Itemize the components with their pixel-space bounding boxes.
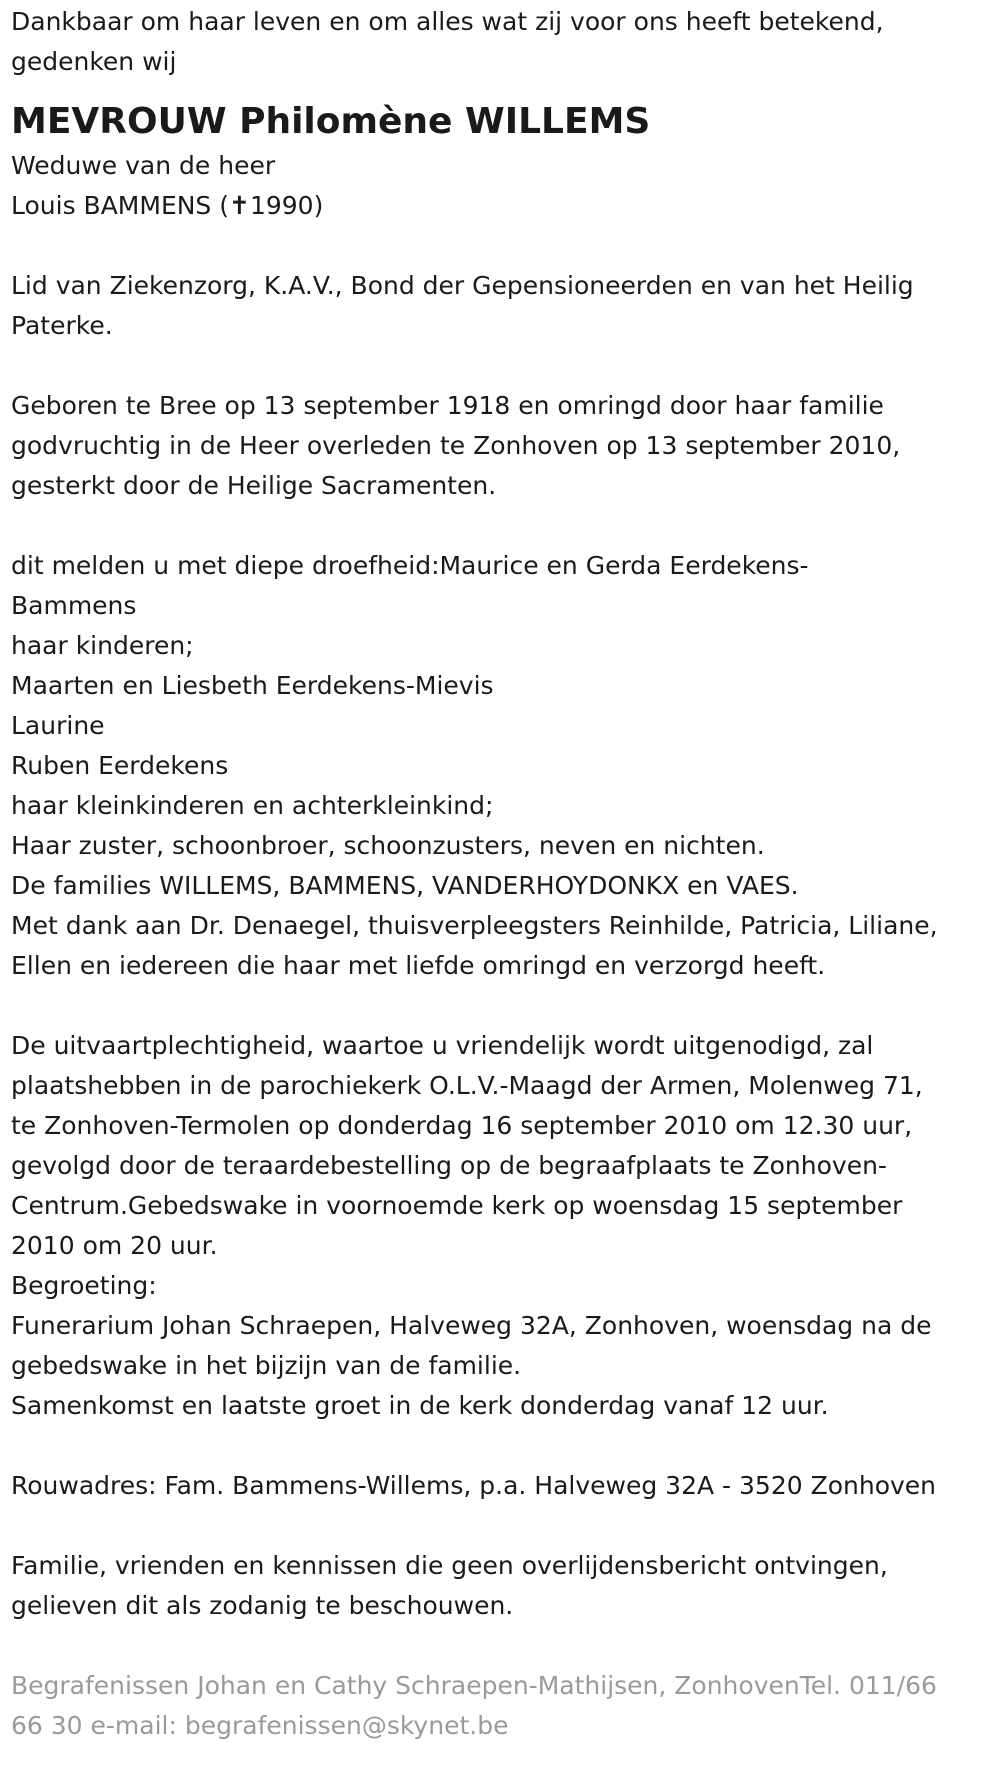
funeral-line: Samenkomst en laatste groet in de kerk donderdag vanaf 12 uur.: [11, 1391, 829, 1420]
funeral-line: gebedswake in het bijzijn van de familie.: [11, 1351, 522, 1380]
address-section: [11, 1466, 990, 1506]
family-line: haar kleinkinderen en achterkleinkind;: [11, 791, 494, 820]
intro-line: gedenken wij: [11, 47, 177, 76]
life-line: gesterkt door de Heilige Sacramenten.: [11, 471, 497, 500]
membership-line: Lid van Ziekenzorg, K.A.V., Bond der Gepensioneerden en van het Heilig: [11, 271, 914, 300]
family-line: De families WILLEMS, BAMMENS, VANDERHOYDONKX en VAES.: [11, 871, 799, 900]
funeral-line: Centrum.Gebedswake in voornoemde kerk op woensdag 15 september: [11, 1191, 903, 1220]
spacer: [11, 986, 990, 1026]
family-line: dit melden u met diepe droefheid:Maurice en Gerda Eerdekens-: [11, 551, 809, 580]
spacer: [11, 346, 990, 386]
funeral-line: te Zonhoven-Termolen op donderdag 16 september 2010 om 12.30 uur,: [11, 1111, 913, 1140]
funeral-line: Begroeting:: [11, 1271, 157, 1300]
spacer: [11, 226, 990, 266]
spacer: [11, 1506, 990, 1546]
funeral-line: 2010 om 20 uur.: [11, 1231, 218, 1260]
funeral-line: plaatshebben in de parochiekerk O.L.V.-Maagd der Armen, Molenweg 71,: [11, 1071, 923, 1100]
funeral-home-footer: [11, 1666, 990, 1746]
intro-section: [11, 2, 990, 82]
spouse-line: Weduwe van de heer: [11, 151, 276, 180]
life-line: godvruchtig in de Heer overleden te Zonhoven op 13 september 2010,: [11, 431, 901, 460]
funeral-line: Funerarium Johan Schraepen, Halveweg 32A, Zonhoven, woensdag na de: [11, 1311, 932, 1340]
intro-line: Dankbaar om haar leven en om alles wat zij voor ons heeft betekend,: [11, 7, 884, 36]
closing-line: Familie, vrienden en kennissen die geen overlijdensbericht ontvingen,: [11, 1551, 888, 1580]
spouse-section: [11, 146, 990, 226]
closing-section: [11, 1546, 990, 1626]
life-line: Geboren te Bree op 13 september 1918 en omringd door haar familie: [11, 391, 884, 420]
footer-line: Begrafenissen Johan en Cathy Schraepen-Mathijsen, ZonhovenTel. 011/66: [11, 1671, 937, 1700]
family-line: Laurine: [11, 711, 105, 740]
membership-section: [11, 266, 990, 346]
spacer: [11, 1426, 990, 1466]
family-line: Haar zuster, schoonbroer, schoonzusters, neven en nichten.: [11, 831, 765, 860]
spacer: [11, 506, 990, 546]
funeral-section: [11, 1026, 990, 1426]
funeral-line: De uitvaartplechtigheid, waartoe u vriendelijk wordt uitgenodigd, zal: [11, 1031, 874, 1060]
family-line: Ellen en iedereen die haar met liefde omringd en verzorgd heeft.: [11, 951, 826, 980]
membership-line: Paterke.: [11, 311, 113, 340]
closing-line: gelieven dit als zodanig te beschouwen.: [11, 1591, 514, 1620]
family-line: Met dank aan Dr. Denaegel, thuisverpleegsters Reinhilde, Patricia, Liliane,: [11, 911, 938, 940]
family-section: [11, 546, 990, 986]
funeral-line: gevolgd door de teraardebestelling op de begraafplaats te Zonhoven-: [11, 1151, 887, 1180]
life-section: [11, 386, 990, 506]
spouse-line: Louis BAMMENS (✝1990): [11, 191, 324, 220]
family-line: Bammens: [11, 591, 137, 620]
footer-line: 66 30 e-mail: begrafenissen@skynet.be: [11, 1711, 509, 1740]
family-line: Ruben Eerdekens: [11, 751, 229, 780]
family-line: haar kinderen;: [11, 631, 194, 660]
mourning-address: Rouwadres: Fam. Bammens-Willems, p.a. Halveweg 32A - 3520 Zonhoven: [11, 1471, 937, 1500]
family-line: Maarten en Liesbeth Eerdekens-Mievis: [11, 671, 494, 700]
spacer: [11, 1626, 990, 1666]
deceased-name: MEVROUW Philomène WILLEMS: [11, 101, 651, 142]
